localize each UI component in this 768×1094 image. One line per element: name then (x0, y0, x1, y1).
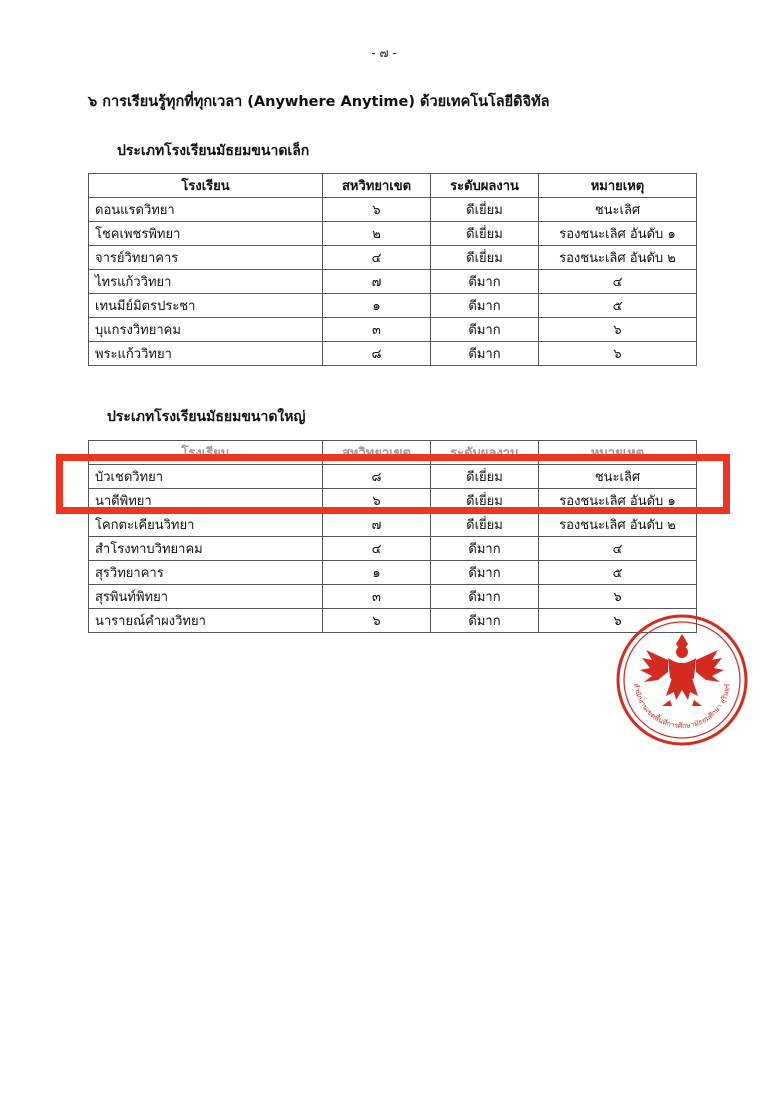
area-number: ๘ (323, 342, 431, 366)
table-row-highlighted (89, 465, 697, 489)
table-row (89, 198, 697, 222)
large-schools-heading: ประเภทโรงเรียนมัธยมขนาดใหญ่ (107, 409, 306, 425)
area-number: ๓ (323, 585, 431, 609)
large-schools-table (88, 440, 697, 633)
result-level: ดีมาก (431, 318, 539, 342)
seal-caption: สำนักงานเขตพื้นที่การศึกษามัธยมศึกษา สุรินทร์ (632, 682, 732, 731)
result-note: ๖ (539, 585, 697, 609)
school-name: ไทรแก้ววิทยา (89, 270, 323, 294)
school-name: ดอนแรดวิทยา (89, 198, 323, 222)
result-note: ๔ (539, 537, 697, 561)
result-note: ๖ (539, 342, 697, 366)
result-level: ดีมาก (431, 537, 539, 561)
area-number: ๔ (323, 537, 431, 561)
school-name: พระแก้ววิทยา (89, 342, 323, 366)
area-number: ๔ (323, 246, 431, 270)
result-level: ดีมาก (431, 561, 539, 585)
column-header-school: โรงเรียน (89, 441, 323, 465)
school-name: บัวเชดวิทยา (89, 465, 323, 489)
area-number: ๖ (323, 198, 431, 222)
result-note: ๕ (539, 561, 697, 585)
section-heading: ๖ การเรียนรู้ทุกที่ทุกเวลา (Anywhere Anytime) ด้วยเทคโนโลยีดิจิทัล (88, 94, 550, 110)
small-schools-table (88, 173, 697, 366)
result-note: ๔ (539, 270, 697, 294)
table-row (89, 246, 697, 270)
result-level: ดีเยี่ยม (431, 222, 539, 246)
area-number: ๓ (323, 318, 431, 342)
column-header-note: หมายเหตุ (539, 174, 697, 198)
area-number: ๖ (323, 609, 431, 633)
column-header-school: โรงเรียน (89, 174, 323, 198)
school-name: โชคเพชรพิทยา (89, 222, 323, 246)
result-note: ๖ (539, 318, 697, 342)
column-header-note: หมายเหตุ (539, 441, 697, 465)
table-header-row (89, 441, 697, 465)
result-level: ดีมาก (431, 270, 539, 294)
result-note: ๕ (539, 294, 697, 318)
table-row (89, 270, 697, 294)
result-note: รองชนะเลิศ อันดับ ๑ (539, 222, 697, 246)
result-level: ดีเยี่ยม (431, 513, 539, 537)
page-number: - ๗ - (371, 46, 397, 60)
column-header-area: สหวิทยาเขต (323, 174, 431, 198)
column-header-level: ระดับผลงาน (431, 174, 539, 198)
school-name: สำโรงทาบวิทยาคม (89, 537, 323, 561)
table-row (89, 342, 697, 366)
small-schools-heading: ประเภทโรงเรียนมัธยมขนาดเล็ก (117, 143, 310, 159)
area-number: ๘ (323, 465, 431, 489)
table-row (89, 537, 697, 561)
table-row (89, 513, 697, 537)
school-name: สุรพินท์พิทยา (89, 585, 323, 609)
area-number: ๗ (323, 270, 431, 294)
area-number: ๑ (323, 561, 431, 585)
result-note: ชนะเลิศ (539, 198, 697, 222)
result-level: ดีมาก (431, 609, 539, 633)
area-number: ๖ (323, 489, 431, 513)
result-note: รองชนะเลิศ อันดับ ๑ (539, 489, 697, 513)
result-note: รองชนะเลิศ อันดับ ๒ (539, 513, 697, 537)
school-name: นาดีพิทยา (89, 489, 323, 513)
area-number: ๗ (323, 513, 431, 537)
table-row (89, 222, 697, 246)
result-level: ดีมาก (431, 342, 539, 366)
result-level: ดีมาก (431, 585, 539, 609)
school-name: โคกตะเคียนวิทยา (89, 513, 323, 537)
result-level: ดีเยี่ยม (431, 489, 539, 513)
school-name: สุรวิทยาคาร (89, 561, 323, 585)
table-row (89, 585, 697, 609)
area-number: ๑ (323, 294, 431, 318)
table-row (89, 609, 697, 633)
table-row (89, 561, 697, 585)
result-level: ดีเยี่ยม (431, 198, 539, 222)
result-level: ดีเยี่ยม (431, 465, 539, 489)
result-level: ดีเยี่ยม (431, 246, 539, 270)
table-header-row (89, 174, 697, 198)
garuda-seal-icon (614, 612, 750, 748)
result-level: ดีมาก (431, 294, 539, 318)
area-number: ๒ (323, 222, 431, 246)
school-name: จารย์วิทยาคาร (89, 246, 323, 270)
column-header-level: ระดับผลงาน (431, 441, 539, 465)
table-row (89, 318, 697, 342)
result-note: ๖ (539, 609, 697, 633)
school-name: บุแกรงวิทยาคม (89, 318, 323, 342)
school-name: นารายณ์คำผงวิทยา (89, 609, 323, 633)
result-note: ชนะเลิศ (539, 465, 697, 489)
table-row (89, 489, 697, 513)
school-name: เทนมีย์มิตรประชา (89, 294, 323, 318)
column-header-area: สหวิทยาเขต (323, 441, 431, 465)
result-note: รองชนะเลิศ อันดับ ๒ (539, 246, 697, 270)
table-row (89, 294, 697, 318)
